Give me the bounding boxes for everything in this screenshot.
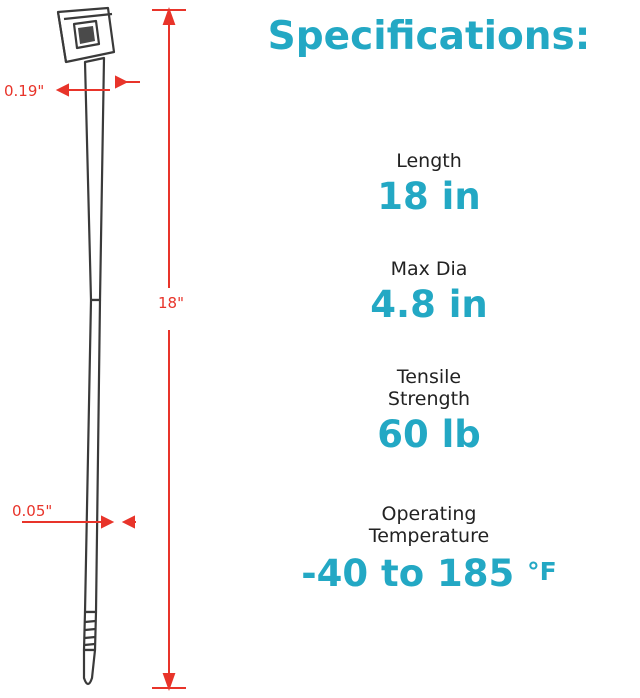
spec-value-length: 18 in — [377, 175, 481, 218]
dimension-label-thickness: 0.05" — [12, 502, 53, 520]
spec-value-tensile-strength: 60 lb — [377, 413, 481, 456]
spec-item-tensile-strength — [218, 366, 640, 457]
spec-item-length — [218, 150, 640, 219]
specifications-panel — [218, 0, 640, 698]
spec-label-operating-temperature-line2: Temperature — [368, 525, 490, 547]
spec-label-tensile-strength-line2: Strength — [387, 388, 471, 410]
dimension-length-arrow — [152, 10, 186, 688]
spec-label-operating-temperature-line1: Operating — [381, 503, 477, 525]
spec-value-max-dia: 4.8 in — [370, 283, 488, 326]
spec-label-tensile-strength-line1: Tensile — [396, 366, 462, 388]
spec-label-max-dia: Max Dia — [390, 258, 468, 280]
cable-tie-shape — [58, 8, 114, 684]
spec-item-max-dia — [218, 258, 640, 327]
spec-label-length: Length — [396, 150, 462, 172]
product-illustration — [0, 0, 215, 698]
spec-value-operating-temperature-number: -40 to 185 — [301, 552, 528, 595]
spec-value-operating-temperature-unit: °F — [527, 557, 557, 586]
spec-item-operating-temperature — [218, 503, 640, 596]
cable-tie-drawing — [0, 0, 215, 698]
dimension-label-width: 0.19" — [4, 82, 45, 100]
dimension-label-length: 18" — [158, 294, 184, 312]
spec-value-operating-temperature — [218, 550, 640, 596]
specifications-title: Specifications: — [267, 14, 591, 59]
